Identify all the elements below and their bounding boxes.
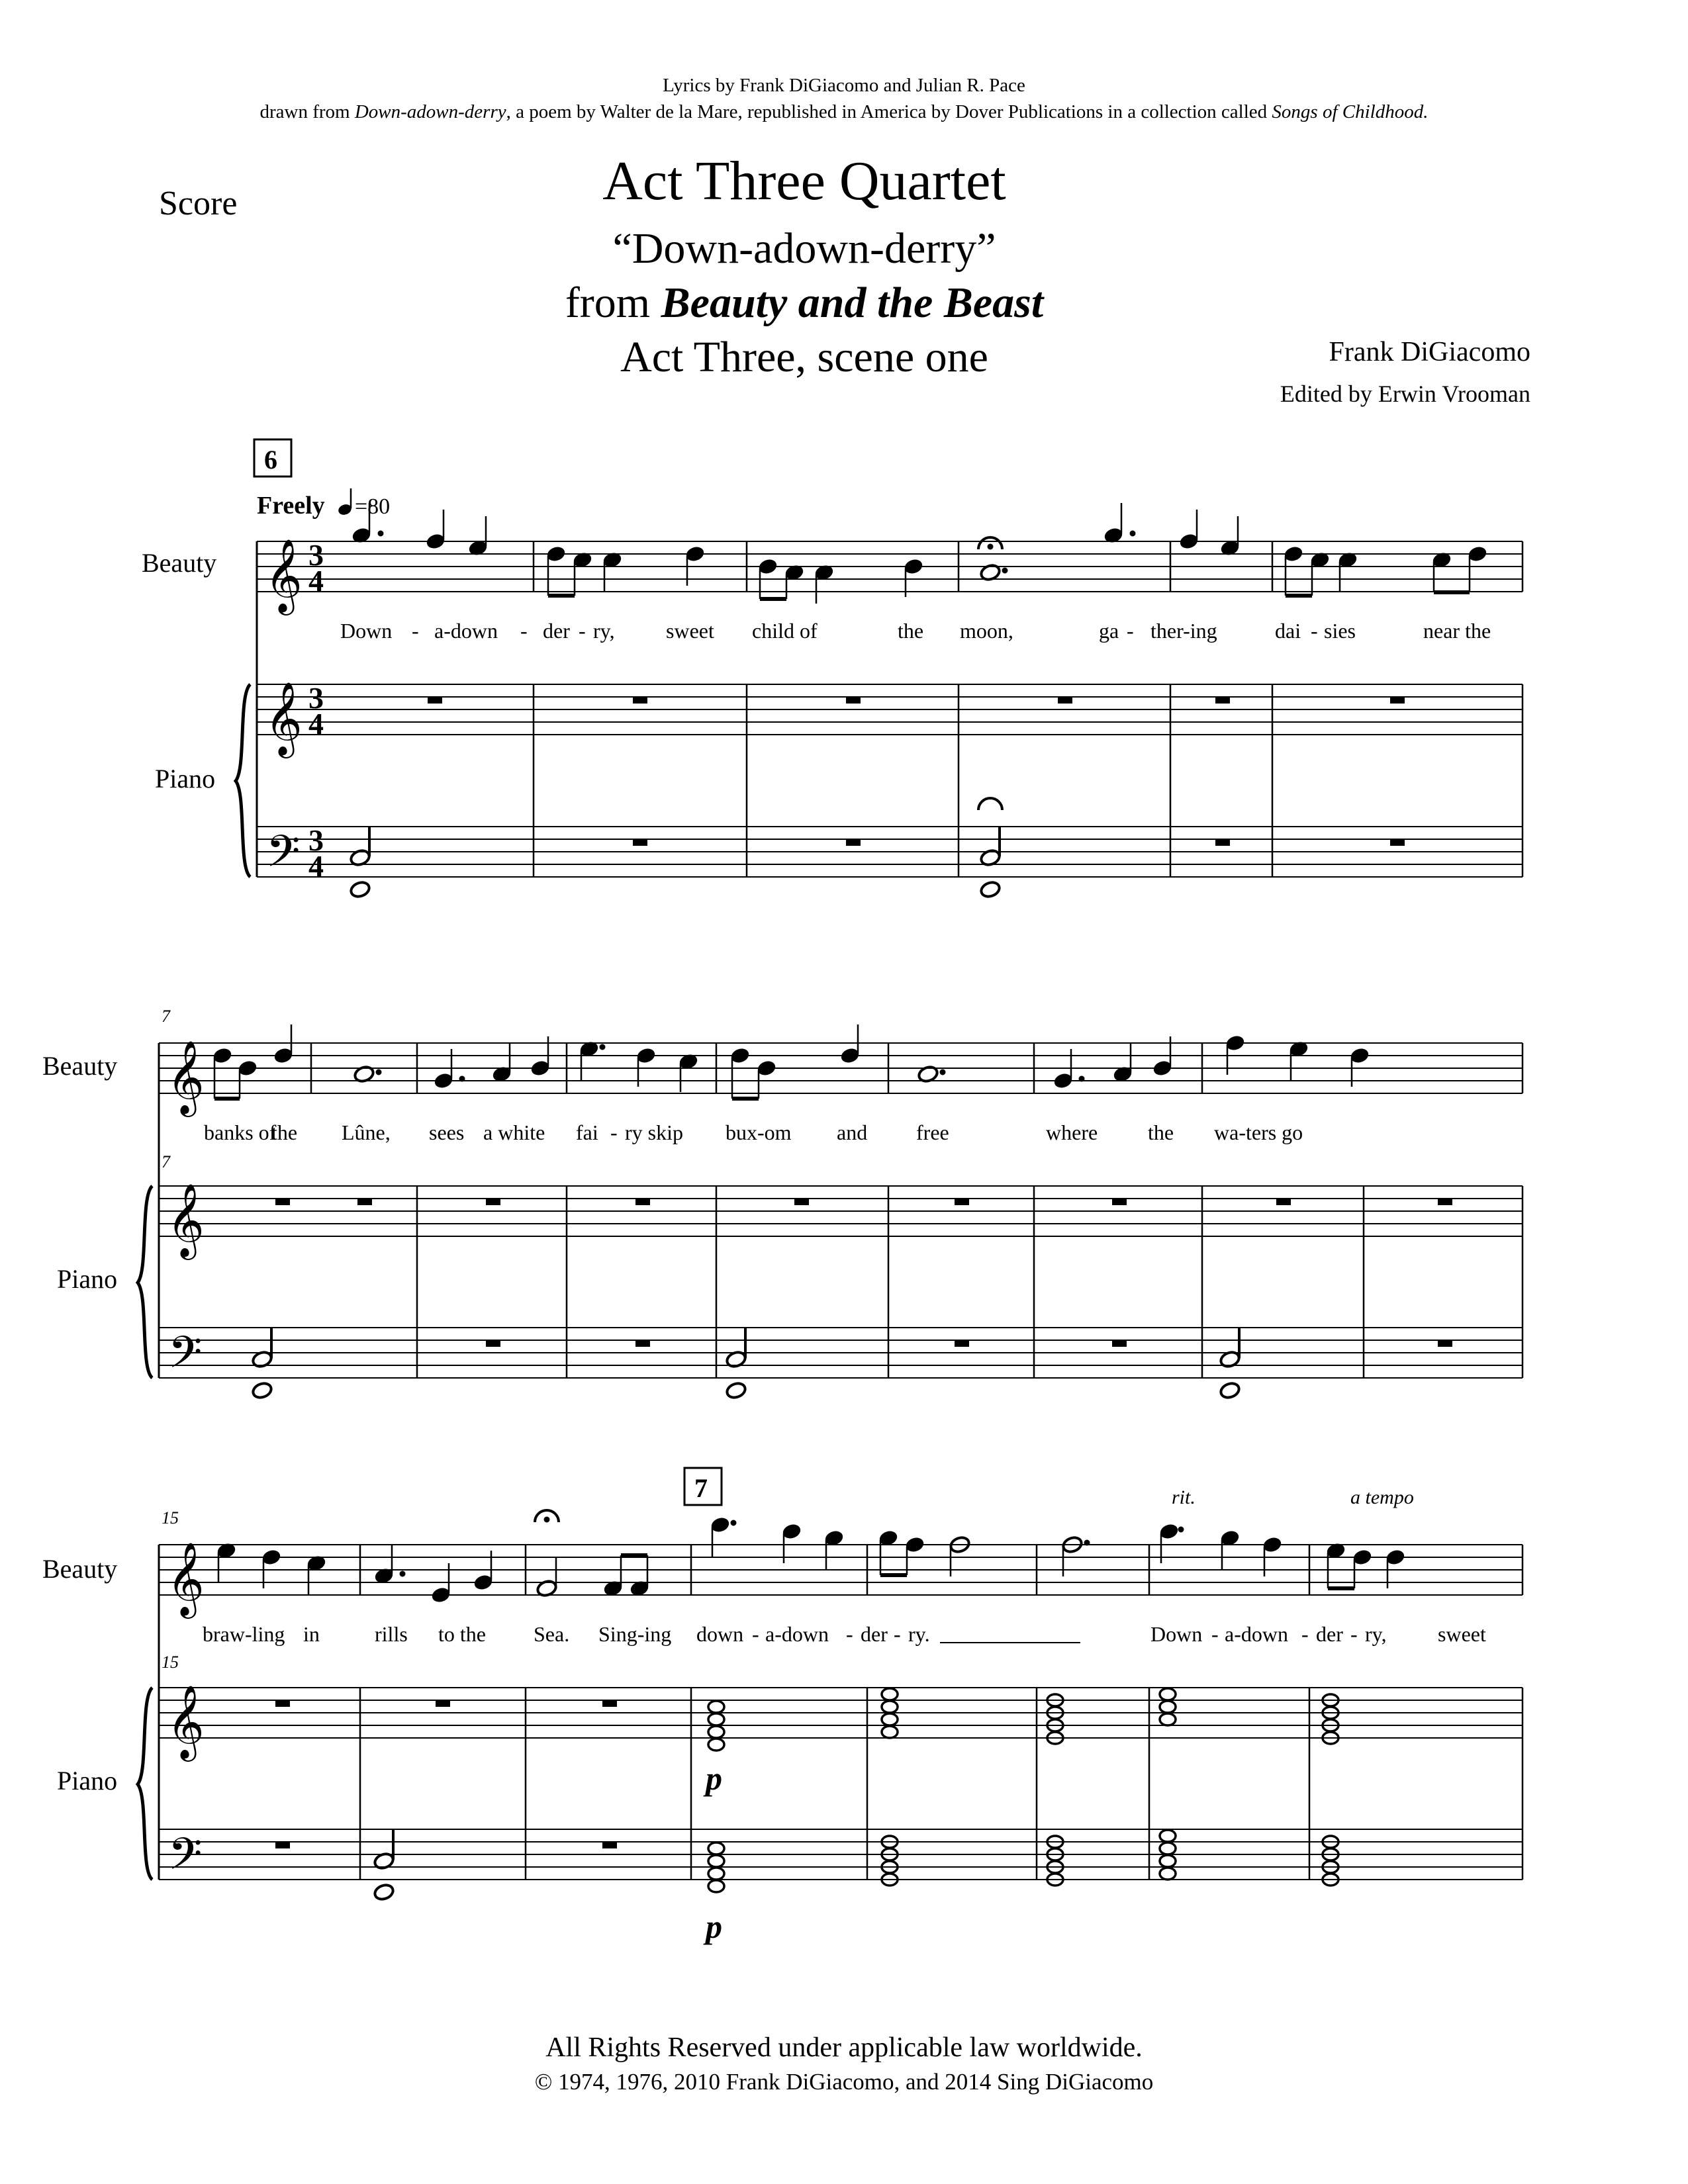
measure-number: 7 [162, 1152, 170, 1171]
measure-number: 15 [162, 1653, 179, 1672]
rehearsal-mark: 6 [264, 445, 277, 475]
beauty-staff-3 [159, 1545, 1523, 1595]
piano-label: Piano [155, 764, 216, 794]
lyric-syllable: down [696, 1622, 744, 1646]
lyric-syllable: der [543, 619, 570, 643]
time-sig-top: 3 [308, 538, 324, 572]
lyric-syllable: sweet [1438, 1622, 1486, 1646]
lyric-hyphen: - [1211, 1622, 1219, 1646]
lyric-syllable: child of [752, 619, 818, 643]
tempo-value: =80 [355, 494, 391, 519]
piano-label: Piano [57, 1264, 118, 1294]
lyric-syllable: Sea. [534, 1622, 570, 1646]
lyric-syllable: fai [576, 1120, 598, 1144]
lyric-hyphen: - [1127, 619, 1134, 643]
scene-subtitle: Act Three, scene one [620, 333, 988, 381]
lyric-hyphen: - [610, 1120, 618, 1144]
lyric-syllable: ry, [1365, 1622, 1387, 1646]
source-credit-prefix: drawn from [259, 101, 355, 122]
lyric-syllable: moon, [960, 619, 1013, 643]
treble-clef-icon: 𝄞 [167, 1541, 205, 1615]
lyric-syllable: Sing-ing [598, 1622, 672, 1646]
lyric-syllable: Down [1150, 1622, 1203, 1646]
lyric-syllable: wa-ters go [1214, 1120, 1303, 1144]
treble-clef-icon: 𝄞 [167, 1183, 205, 1257]
source-credit-middle: , a poem by Walter de la Mare, republished in America by Dover Publications in a collection called [506, 101, 1272, 122]
beauty-label: Beauty [42, 1554, 118, 1584]
lyric-syllable: der [1316, 1622, 1343, 1646]
lyric-syllable: ga [1099, 619, 1119, 643]
lyrics-system-2 [204, 1120, 1303, 1144]
lyric-syllable: free [916, 1120, 949, 1144]
lyrics-system-3 [203, 1622, 1486, 1646]
lyric-syllable: Lûne, [342, 1120, 391, 1144]
lyric-syllable: a white [483, 1120, 545, 1144]
piano-treble-staff-2 [159, 1186, 1523, 1236]
copyright-notice: © 1974, 1976, 2010 Frank DiGiacomo, and 2014 Sing DiGiacomo [534, 2069, 1154, 2095]
piano-bass-staff-3 [159, 1829, 1523, 1880]
lyric-syllable: bux-om [726, 1120, 792, 1144]
rehearsal-mark: 7 [694, 1473, 708, 1503]
from-word: from [565, 279, 661, 327]
bass-clef-icon: 𝄢 [168, 1829, 203, 1890]
piano-bass-staff-2 [159, 1328, 1523, 1378]
lyric-syllable: and [837, 1120, 868, 1144]
piano-treble-staff-1 [257, 684, 1523, 735]
time-sig-bottom: 4 [308, 707, 324, 741]
lyric-syllable: Down [340, 619, 393, 643]
lyric-syllable: ther-ing [1150, 619, 1217, 643]
lyric-syllable: der [861, 1622, 888, 1646]
lyric-syllable: sies [1324, 619, 1356, 643]
lyric-syllable: sweet [666, 619, 714, 643]
bass-clef-icon: 𝄢 [266, 826, 301, 887]
lyric-syllable: to the [438, 1622, 486, 1646]
dynamic-piano: p [706, 1760, 722, 1797]
lyric-hyphen: - [752, 1622, 759, 1646]
lyric-syllable: ry skip [625, 1120, 683, 1144]
treble-clef-icon: 𝄞 [265, 681, 303, 755]
measure-number: 15 [162, 1508, 179, 1527]
lyric-syllable: ry, [593, 619, 615, 643]
time-sig-top: 3 [308, 681, 324, 715]
lyric-hyphen: - [1311, 619, 1318, 643]
lyric-hyphen: - [579, 619, 586, 643]
ritardando-mark: rit. [1172, 1486, 1196, 1508]
dynamic-piano: p [706, 1908, 722, 1945]
piano-rests [275, 697, 1452, 1848]
beauty-label: Beauty [142, 548, 217, 578]
time-sig-bottom: 4 [308, 564, 324, 598]
beauty-label: Beauty [42, 1051, 118, 1081]
lyric-hyphen: - [1301, 1622, 1309, 1646]
piano-treble-staff-3 [159, 1688, 1523, 1738]
lyric-hyphen: - [846, 1622, 853, 1646]
lyric-syllable: near the [1423, 619, 1491, 643]
lyric-hyphen: - [412, 619, 419, 643]
book-title: Songs of Childhood. [1272, 101, 1429, 122]
lyric-syllable: banks of [204, 1120, 277, 1144]
piano-arpeggio-chords [708, 1688, 1338, 1892]
page-title: Act Three Quartet [602, 150, 1006, 212]
lyrics-system-1 [340, 619, 1491, 643]
rights-notice: All Rights Reserved under applicable law worldwide. [545, 2032, 1143, 2063]
lyric-syllable: sees [429, 1120, 465, 1144]
piano-bass-staff-1 [257, 827, 1523, 877]
song-subtitle: “Down-adown-derry” [612, 224, 996, 273]
beauty-notes-system-2 [212, 1024, 1370, 1099]
lyric-syllable: the [898, 619, 924, 643]
treble-clef-icon: 𝄞 [265, 538, 303, 612]
lyric-hyphen: - [520, 619, 528, 643]
time-sig-top: 3 [308, 823, 324, 857]
lyric-syllable: a-down [434, 619, 498, 643]
lyric-syllable: ry. [908, 1622, 930, 1646]
piano-bass-chords [251, 798, 1241, 1901]
a-tempo-mark: a tempo [1350, 1486, 1414, 1508]
lyric-syllable: dai [1275, 619, 1301, 643]
show-title: Beauty and the Beast [661, 279, 1044, 327]
lyric-syllable: a-down [765, 1622, 829, 1646]
bass-clef-icon: 𝄢 [168, 1327, 203, 1388]
score-label: Score [159, 185, 238, 222]
measure-number: 7 [162, 1007, 170, 1026]
tempo-word: Freely [257, 492, 325, 520]
lyric-syllable: the [271, 1120, 298, 1144]
lyric-syllable: braw-ling [203, 1622, 285, 1646]
time-sig-bottom: 4 [308, 849, 324, 883]
lyric-hyphen: - [894, 1622, 901, 1646]
treble-clef-icon: 𝄞 [167, 1040, 205, 1114]
treble-clef-icon: 𝄞 [167, 1684, 205, 1758]
poem-title: Down-adown-derry [354, 101, 506, 122]
lyric-syllable: in [303, 1622, 320, 1646]
lyric-syllable: a-down [1225, 1622, 1288, 1646]
piano-label: Piano [57, 1766, 118, 1796]
composer-name: Frank DiGiacomo [1329, 337, 1530, 367]
lyrics-credit: Lyrics by Frank DiGiacomo and Julian R. Pace [663, 75, 1025, 96]
lyric-syllable: rills [375, 1622, 408, 1646]
editor-credit: Edited by Erwin Vrooman [1280, 381, 1530, 407]
lyric-syllable: where [1046, 1120, 1098, 1144]
beauty-staff-1 [257, 541, 1523, 592]
lyric-hyphen: - [1350, 1622, 1358, 1646]
lyric-syllable: the [1148, 1120, 1174, 1144]
